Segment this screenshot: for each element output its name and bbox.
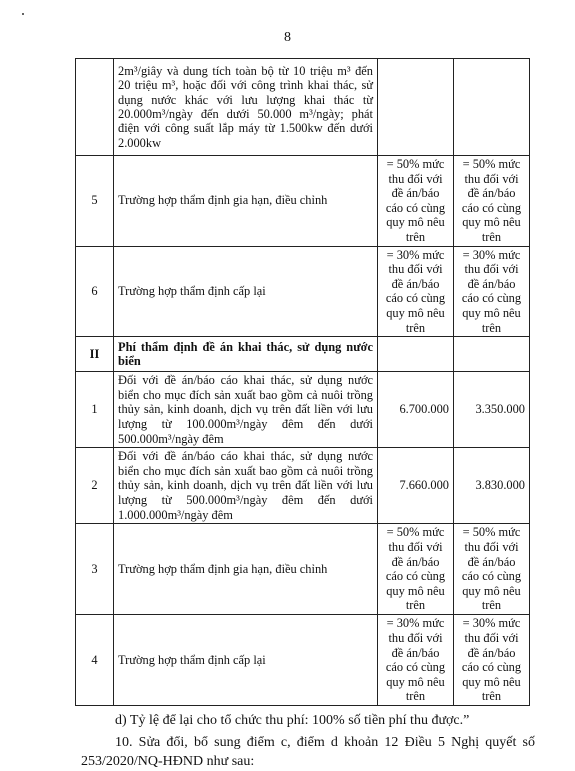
row-number-cell: 4 [76, 615, 114, 706]
row-number-cell: 3 [76, 524, 114, 615]
row-number-cell: 5 [76, 156, 114, 247]
fee-cell-a [378, 337, 454, 372]
fee-cell-b: = 30% mức thu đối với đề án/báo cáo có cùng quy mô nêu trên [454, 615, 530, 706]
fee-cell-a: = 50% mức thu đối với đề án/báo cáo có cùng quy mô nêu trên [378, 156, 454, 247]
fee-cell-b: 3.830.000 [454, 448, 530, 524]
retention-rate-paragraph: d) Tỷ lệ để lại cho tổ chức thu phí: 100% số tiền phí thu được.” [115, 713, 470, 728]
section-title-cell: Phí thẩm định đề án khai thác, sử dụng nước biển [114, 337, 378, 372]
amendment-paragraph: 10. Sửa đổi, bổ sung điểm c, điểm d khoản 12 Điều 5 Nghị quyết số 253/2020/NQ-HĐND như sau: [81, 735, 535, 769]
fee-cell-b [454, 59, 530, 156]
fee-cell-b [454, 337, 530, 372]
fee-cell-a: = 30% mức thu đối với đề án/báo cáo có cùng quy mô nêu trên [378, 615, 454, 706]
table-row [76, 246, 530, 337]
row-description-cell: Trường hợp thẩm định gia hạn, điều chỉnh [114, 156, 378, 247]
row-number-cell [76, 59, 114, 156]
row-number-cell: 2 [76, 448, 114, 524]
fee-cell-a: = 50% mức thu đối với đề án/báo cáo có cùng quy mô nêu trên [378, 524, 454, 615]
fee-cell-a: 7.660.000 [378, 448, 454, 524]
table-row [76, 372, 530, 448]
fee-cell-a: 6.700.000 [378, 372, 454, 448]
row-description-cell: Trường hợp thẩm định gia hạn, điều chỉnh [114, 524, 378, 615]
row-description-cell: Đối với đề án/báo cáo khai thác, sử dụng nước biển cho mục đích sản xuất bao gồm cả nuôi trồng thủy sản, kinh doanh, dịch vụ trên đất liền với lưu lượng từ 500.000m³/ngày đêm đến dưới 1.000.000m³/ngày đêm [114, 448, 378, 524]
row-number-cell: 1 [76, 372, 114, 448]
table-row [76, 615, 530, 706]
fee-cell-b: 3.350.000 [454, 372, 530, 448]
section-number-cell: II [76, 337, 114, 372]
fee-table [75, 58, 530, 706]
page-number: 8 [284, 30, 291, 45]
table-row-continuation [76, 59, 530, 156]
section-header-row [76, 337, 530, 372]
scan-speck [22, 13, 24, 15]
row-description-cell: Đối với đề án/báo cáo khai thác, sử dụng nước biển cho mục đích sản xuất bao gồm cả nuôi trồng thủy sản, kinh doanh, dịch vụ trên đất liền với lưu lượng từ 100.000m³/ngày đêm đến dưới 500.000m³/ngày đêm [114, 372, 378, 448]
fee-cell-a: = 30% mức thu đối với đề án/báo cáo có cùng quy mô nêu trên [378, 246, 454, 337]
fee-cell-b: = 50% mức thu đối với đề án/báo cáo có cùng quy mô nêu trên [454, 524, 530, 615]
fee-cell-b: = 50% mức thu đối với đề án/báo cáo có cùng quy mô nêu trên [454, 156, 530, 247]
table-row [76, 156, 530, 247]
fee-cell-b: = 30% mức thu đối với đề án/báo cáo có cùng quy mô nêu trên [454, 246, 530, 337]
row-description-cell: Trường hợp thẩm định cấp lại [114, 615, 378, 706]
table-row [76, 448, 530, 524]
table-row [76, 524, 530, 615]
row-description-cell: 2m³/giây và dung tích toàn bộ từ 10 triệu m³ đến 20 triệu m³, hoặc đối với công trình khai thác, sử dụng nước khác với lưu lượng khai thác từ 20.000m³/ngày đến dưới 50.000 m³/ngày; phát điện với công suất lắp máy từ 1.500kw đến dưới 2.000kw [114, 59, 378, 156]
row-number-cell: 6 [76, 246, 114, 337]
fee-cell-a [378, 59, 454, 156]
row-description-cell: Trường hợp thẩm định cấp lại [114, 246, 378, 337]
